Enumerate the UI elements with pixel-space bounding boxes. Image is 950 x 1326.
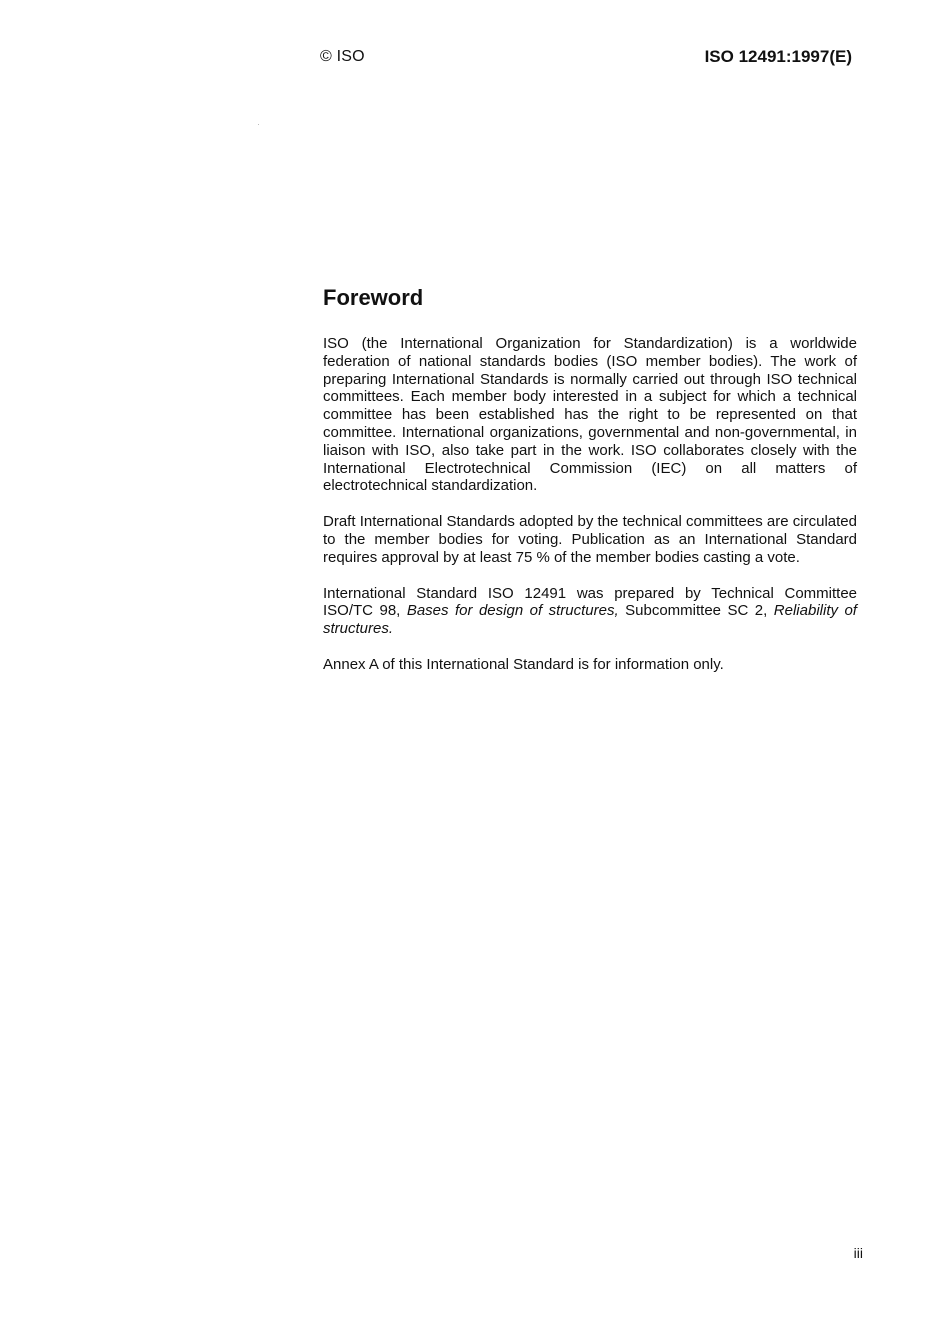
subcommittee-title: Reliability of structures. [323,602,857,638]
paragraph-draft-standards: Draft International Standards adopted by the technical committees are circulated to the member bodies for voting. Publication as an International Standard requires approval by at least 75 % of the member bodies casting a vote. [323,513,857,566]
scan-speck [258,124,259,125]
foreword-body [323,335,857,692]
committee-title: Bases for design of structures, [406,602,619,620]
page-number: iii [853,1245,863,1261]
paragraph-annex-note: Annex A of this International Standard is for information only. [323,655,724,673]
header-document-id: ISO 12491:1997(E) [704,47,852,66]
page-title: Foreword [323,285,424,310]
header-copyright: © ISO [320,48,365,65]
paragraph-preparation [323,585,857,638]
preparation-text-2: Subcommittee SC 2, [618,602,774,620]
preparation-text-1: International Standard ISO 12491 was prepared by Technical Committee ISO/TC 98, [323,584,857,620]
paragraph-iso-overview: ISO (the International Organization for Standardization) is a worldwide federation of national standards bodies (ISO member bodies). The work of preparing International Standards is normally carried out through ISO technical committees. Each member body interested in a subject for which a technical committee has been established has the right to be represented on that committee. International organizations, governmental and non-governmental, in liaison with ISO, also take part in the work. ISO collaborates closely with the International Electrotechnical Commission (IEC) on all matters of electrotechnical standardization. [323,335,857,495]
